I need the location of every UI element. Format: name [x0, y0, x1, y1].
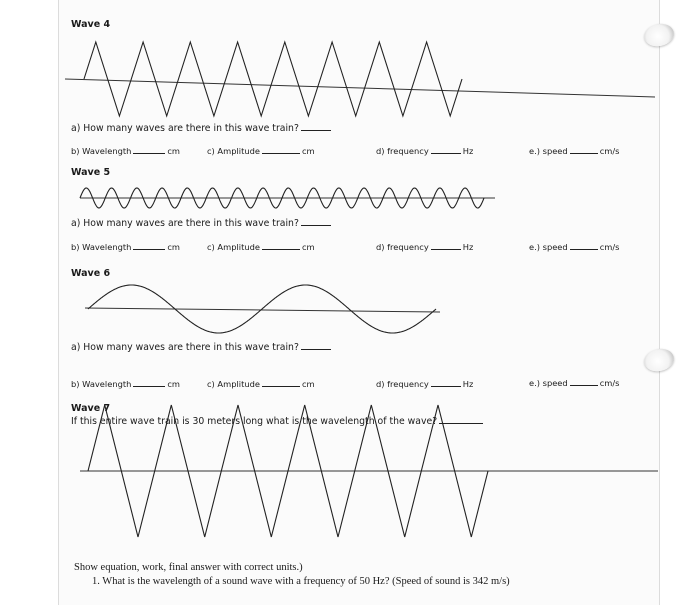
wave-5-amplitude-blank[interactable]	[262, 241, 300, 250]
wave-5-question-b	[71, 241, 180, 252]
wave-6-amplitude-blank[interactable]	[262, 378, 300, 387]
wave-6-question-a	[71, 341, 333, 353]
wave-7-answer-blank[interactable]	[439, 415, 483, 424]
wave-5-question-c	[207, 241, 315, 252]
wave-4-title: Wave 4	[71, 19, 111, 30]
wave-4-question-d	[376, 145, 473, 156]
wave-4-wavelength-unit: cm	[167, 146, 181, 156]
wave-4-amplitude-unit: cm	[301, 146, 315, 156]
wave-6-answer-a-blank[interactable]	[301, 341, 331, 350]
wave-6-amplitude-unit: cm	[301, 379, 315, 389]
wave-5-question-e	[529, 241, 619, 252]
wave-7-question-text: If this entire wave train is 30 meters long what is the wavelength of the wave?	[71, 416, 438, 427]
wave-6-question-a-text: a) How many waves are there in this wave train?	[71, 342, 299, 353]
wave-5-wavelength-blank[interactable]	[133, 241, 165, 250]
wave-4-speed-blank[interactable]	[570, 145, 598, 154]
wave-7-question	[71, 415, 485, 427]
wave-5-amplitude-label: c) Amplitude	[207, 242, 260, 252]
wave-4-question-a-text: a) How many waves are there in this wave train?	[71, 123, 299, 134]
wave-5-question-a-text: a) How many waves are there in this wave train?	[71, 218, 299, 229]
wave-7-title: Wave 7	[71, 403, 111, 414]
wave-4-speed-unit: cm/s	[599, 146, 620, 156]
wave-6-wavelength-label: b) Wavelength	[71, 379, 132, 389]
wave-5-answer-a-blank[interactable]	[301, 217, 331, 226]
wave-4-answer-a-blank[interactable]	[301, 122, 331, 131]
wave-5-diagram	[80, 188, 495, 208]
wave-6-question-d	[376, 378, 473, 389]
wave-4-axis	[65, 79, 655, 97]
wave-6-frequency-blank[interactable]	[431, 378, 461, 387]
wave-5-amplitude-unit: cm	[301, 242, 315, 252]
wave-6-question-b	[71, 378, 180, 389]
wave-6-question-e	[529, 377, 619, 388]
wave-6-amplitude-label: c) Amplitude	[207, 379, 260, 389]
wave-5-speed-unit: cm/s	[599, 242, 620, 252]
wave-5-speed-blank[interactable]	[570, 241, 598, 250]
wave-6-wavelength-unit: cm	[167, 379, 181, 389]
wave-4-frequency-unit: Hz	[462, 146, 474, 156]
wave-5-frequency-unit: Hz	[462, 242, 474, 252]
wave-4-amplitude-blank[interactable]	[262, 145, 300, 154]
wave-5-title: Wave 5	[71, 167, 111, 178]
question-1-text: 1. What is the wavelength of a sound wave with a frequency of 50 Hz? (Speed of sound is 342 m/s)	[92, 576, 510, 587]
wave-5-frequency-label: d) frequency	[376, 242, 429, 252]
wave-5-question-a	[71, 217, 333, 229]
wave-6-title: Wave 6	[71, 268, 111, 279]
wave-6-diagram	[85, 285, 440, 333]
wave-5-frequency-blank[interactable]	[431, 241, 461, 250]
wave-4-amplitude-label: c) Amplitude	[207, 146, 260, 156]
wave-5-wavelength-label: b) Wavelength	[71, 242, 132, 252]
wave-6-speed-label: e.) speed	[529, 378, 568, 388]
wave-4-speed-label: e.) speed	[529, 146, 568, 156]
wave-6-frequency-unit: Hz	[462, 379, 474, 389]
wave-4-question-c	[207, 145, 315, 156]
wave-6-wavelength-blank[interactable]	[133, 378, 165, 387]
wave-5-wavelength-unit: cm	[167, 242, 181, 252]
wave-5-speed-label: e.) speed	[529, 242, 568, 252]
instructions-text: Show equation, work, final answer with correct units.)	[74, 562, 303, 573]
wave-6-question-c	[207, 378, 315, 389]
wave-6-speed-unit: cm/s	[599, 378, 620, 388]
wave-6-speed-blank[interactable]	[570, 377, 598, 386]
wave-5-question-d	[376, 241, 473, 252]
wave-6-frequency-label: d) frequency	[376, 379, 429, 389]
wave-4-question-a	[71, 122, 333, 134]
wave-4-frequency-blank[interactable]	[431, 145, 461, 154]
wave-4-diagram	[65, 42, 655, 116]
wave-4-wavelength-label: b) Wavelength	[71, 146, 132, 156]
wave-4-question-b	[71, 145, 180, 156]
wave-4-curve	[84, 42, 462, 116]
wave-4-wavelength-blank[interactable]	[133, 145, 165, 154]
wave-4-frequency-label: d) frequency	[376, 146, 429, 156]
wave-4-question-e	[529, 145, 619, 156]
